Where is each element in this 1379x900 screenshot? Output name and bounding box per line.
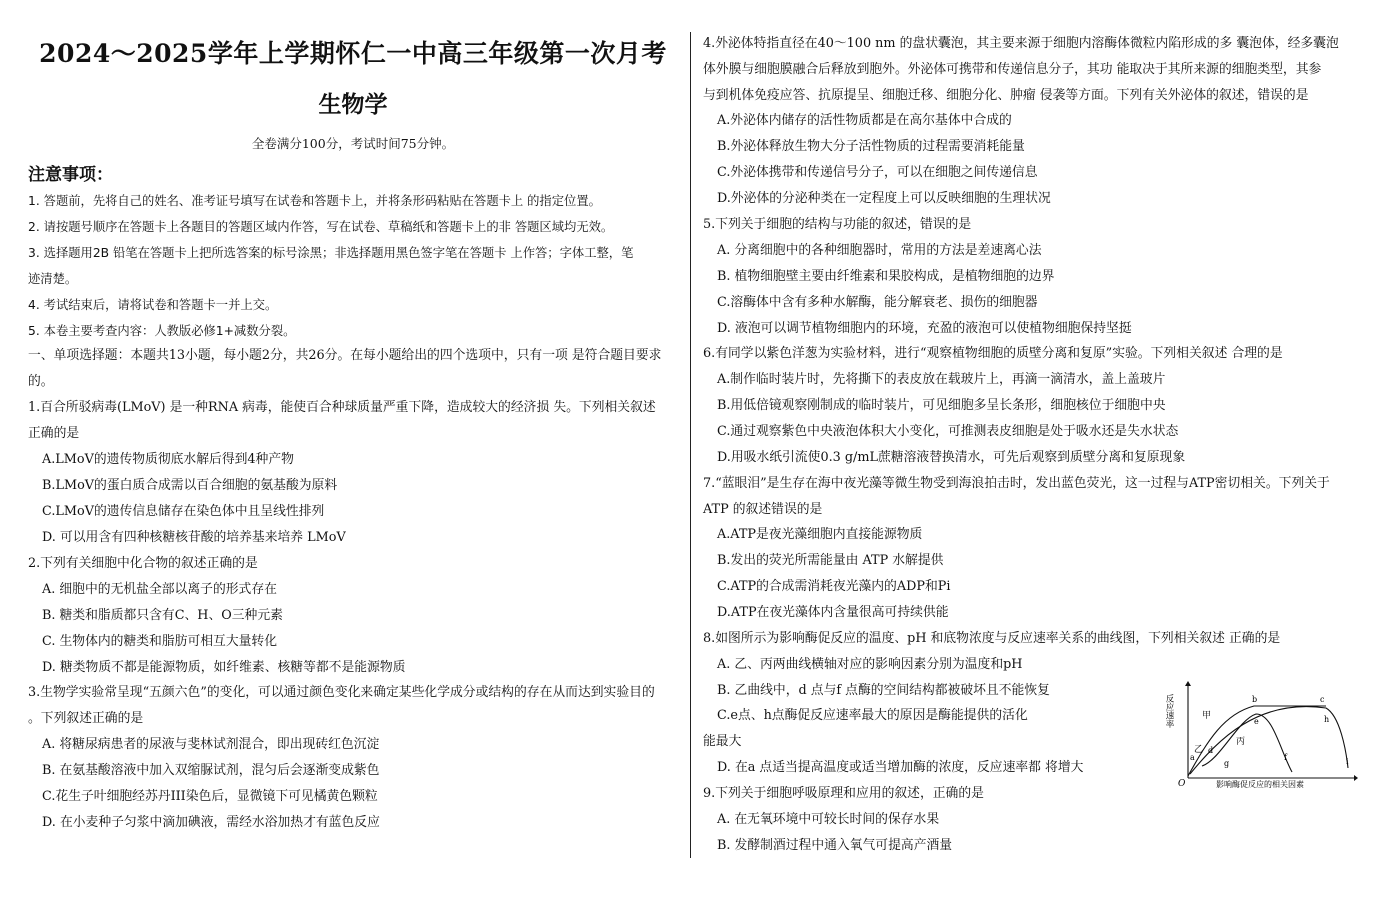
exam-title: 2024～2025学年上学期怀仁一中高三年级第一次月考 bbox=[39, 39, 667, 68]
subject-title: 生物学 bbox=[318, 91, 388, 118]
option: D. 液泡可以调节植物细胞内的环境，充盈的液泡可以使植物细胞保持坚挺 bbox=[717, 321, 1132, 336]
option: A.制作临时装片时，先将撕下的表皮放在载玻片上，再滴一滴清水，盖上盖玻片 bbox=[717, 372, 1166, 387]
option: B. 糖类和脂质都只含有C、H、O三种元素 bbox=[42, 608, 283, 623]
option: D. 在a 点适当提高温度或适当增加酶的浓度，反应速率都 将增大 bbox=[717, 760, 1084, 775]
graph-curve-label: 乙 bbox=[1194, 745, 1204, 755]
option: B.用低倍镜观察刚制成的临时装片，可见细胞多呈长条形，细胞核位于细胞中央 bbox=[717, 398, 1166, 413]
option: C.e点、h点酶促反应速率最大的原因是酶能提供的活化 bbox=[717, 708, 1028, 723]
option: A. 在无氧环境中可较长时间的保存水果 bbox=[717, 812, 940, 827]
option: B.LMoV的蛋白质合成需以百合细胞的氨基酸为原料 bbox=[42, 478, 338, 493]
graph-ylabel: 反应速率 bbox=[1164, 694, 1174, 728]
graph-point-label: c bbox=[1320, 695, 1325, 704]
graph-curve-label: 甲 bbox=[1202, 711, 1212, 721]
option: B. 发酵制酒过程中通入氧气可提高产酒量 bbox=[717, 838, 953, 853]
option-continuation: 能最大 bbox=[703, 734, 742, 749]
question-stem: 3.生物学实验常呈现“五颜六色”的变化，可以通过颜色变化来确定某些化学成分或结构的存在从而达到实验目的 bbox=[28, 685, 655, 700]
option: A.外泌体内储存的活性物质都是在高尔基体中合成的 bbox=[717, 113, 1012, 128]
graph-point-label: f bbox=[1284, 753, 1287, 762]
graph-point-label: a bbox=[1190, 753, 1195, 762]
question-stem: 2.下列有关细胞中化合物的叙述正确的是 bbox=[28, 556, 258, 571]
question-stem: 体外膜与细胞膜融合后释放到胞外。外泌体可携带和传递信息分子，其功 能取决于其所来源的细胞类型，其参 bbox=[703, 62, 1322, 77]
option: B.外泌体释放生物大分子活性物质的过程需要消耗能量 bbox=[717, 139, 1025, 154]
notice-line: 1. 答题前，先将自己的姓名、准考证号填写在试卷和答题卡上，并将条形码粘贴在答题卡上 的指定位置。 bbox=[28, 194, 601, 208]
option: A.LMoV的遗传物质彻底水解后得到4种产物 bbox=[42, 452, 294, 467]
question-stem: 6.有同学以紫色洋葱为实验材料，进行“观察植物细胞的质壁分离和复原”实验。下列相关叙述 合理的是 bbox=[703, 346, 1283, 361]
graph-curve-label: 丙 bbox=[1236, 737, 1246, 747]
notice-line: 3. 选择题用2B 铅笔在答题卡上把所选答案的标号涂黑；非选择题用黑色签字笔在答题卡 上作答；字体工整，笔 bbox=[28, 246, 634, 260]
option: C.外泌体携带和传递信号分子，可以在细胞之间传递信息 bbox=[717, 165, 1038, 180]
question-stem: 8.如图所示为影响酶促反应的温度、pH 和底物浓度与反应速率关系的曲线图，下列相关叙述 正确的是 bbox=[703, 631, 1281, 646]
notice-heading: 注意事项： bbox=[28, 165, 113, 185]
graph-point-label: g bbox=[1224, 759, 1230, 768]
option: D.ATP在夜光藻体内含量很高可持续供能 bbox=[717, 605, 949, 620]
option: B. 乙曲线中，d 点与f 点酶的空间结构都被破坏且不能恢复 bbox=[717, 683, 1050, 698]
question-stem: 7.“蓝眼泪”是生存在海中夜光藻等微生物受到海浪拍击时，发出蓝色荧光，这一过程与ATP密切相关。下列关于 bbox=[703, 476, 1330, 491]
option: D.用吸水纸引流使0.3 g/mL蔗糖溶液替换清水，可先后观察到质壁分离和复原现象 bbox=[717, 450, 1186, 465]
exam-info: 全卷满分100分，考试时间75分钟。 bbox=[251, 136, 455, 151]
question-stem: 1.百合所驳病毒(LMoV) 是一种RNA 病毒，能使百合种球质量严重下降，造成较大的经济损 失。下列相关叙述 bbox=[28, 400, 656, 415]
graph-point-label: h bbox=[1324, 715, 1330, 724]
option: A. 分离细胞中的各种细胞器时，常用的方法是差速离心法 bbox=[717, 243, 1042, 258]
enzyme-rate-graph bbox=[1164, 680, 1358, 790]
option: B. 在氨基酸溶液中加入双缩脲试剂，混匀后会逐渐变成紫色 bbox=[42, 763, 380, 778]
option: C.ATP的合成需消耗夜光藻内的ADP和Pi bbox=[717, 579, 951, 594]
section-heading: 的。 bbox=[28, 374, 54, 389]
option: D. 糖类物质不都是能源物质，如纤维素、核糖等都不是能源物质 bbox=[42, 660, 406, 675]
option: C.花生子叶细胞经苏丹III染色后，显微镜下可见橘黄色颗粒 bbox=[42, 789, 378, 804]
option: B.发出的荧光所需能量由 ATP 水解提供 bbox=[717, 553, 944, 568]
section-heading: 一、单项选择题：本题共13小题，每小题2分，共26分。在每小题给出的四个选项中，只有一项 是符合题目要求 bbox=[28, 348, 662, 363]
option: C.LMoV的遗传信息储存在染色体中且呈线性排列 bbox=[42, 504, 325, 519]
option: D.外泌体的分泌种类在一定程度上可以反映细胞的生理状况 bbox=[717, 191, 1051, 206]
option: B. 植物细胞壁主要由纤维素和果胶构成，是植物细胞的边界 bbox=[717, 269, 1055, 284]
option: A. 将糖尿病患者的尿液与斐林试剂混合，即出现砖红色沉淀 bbox=[42, 737, 380, 752]
option: A.ATP是夜光藻细胞内直接能源物质 bbox=[717, 527, 923, 542]
option: C. 生物体内的糖类和脂肪可相互大量转化 bbox=[42, 634, 278, 649]
question-stem: ATP 的叙述错误的是 bbox=[703, 502, 823, 517]
graph-point-label: e bbox=[1254, 717, 1259, 726]
y-axis-arrow-icon bbox=[1185, 681, 1191, 686]
option: A. 乙、丙两曲线横轴对应的影响因素分别为温度和pH bbox=[717, 657, 1023, 672]
graph-origin: O bbox=[1178, 779, 1186, 789]
notice-line: 5. 本卷主要考查内容：人教版必修1+减数分裂。 bbox=[28, 324, 296, 338]
column-divider bbox=[690, 32, 691, 858]
option: D. 可以用含有四种核糖核苷酸的培养基来培养 LMoV bbox=[42, 530, 346, 545]
x-axis-arrow-icon bbox=[1354, 775, 1358, 781]
option: C.溶酶体中含有多种水解酶，能分解衰老、损伤的细胞器 bbox=[717, 295, 1038, 310]
graph-point-label: i bbox=[1346, 757, 1349, 766]
question-stem: 4.外泌体特指直径在40～100 nm 的盘状囊泡，其主要来源于细胞内溶酶体微粒内陷形成的多 囊泡体，经多囊泡 bbox=[703, 36, 1339, 51]
question-stem: 正确的是 bbox=[28, 426, 80, 441]
option: A. 细胞中的无机盐全部以离子的形式存在 bbox=[42, 582, 277, 597]
notice-line: 2. 请按题号顺序在答题卡上各题目的答题区域内作答，写在试卷、草稿纸和答题卡上的非 答题区域均无效。 bbox=[28, 220, 614, 234]
graph-point-label: b bbox=[1252, 695, 1258, 704]
graph-point-label: d bbox=[1208, 746, 1214, 755]
question-stem: 9.下列关于细胞呼吸原理和应用的叙述，正确的是 bbox=[703, 786, 984, 801]
option: C.通过观察紫色中央液泡体积大小变化，可推测表皮细胞是处于吸水还是失水状态 bbox=[717, 424, 1179, 439]
graph-xlabel: 影响酶促反应的相关因素 bbox=[1216, 780, 1304, 789]
option: D. 在小麦种子匀浆中滴加碘液，需经水浴加热才有蓝色反应 bbox=[42, 815, 380, 830]
question-stem: 5.下列关于细胞的结构与功能的叙述，错误的是 bbox=[703, 217, 972, 232]
question-stem: 。下列叙述正确的是 bbox=[28, 711, 144, 726]
question-stem: 与到机体免疫应答、抗原提呈、细胞迁移、细胞分化、肿瘤 侵袭等方面。下列有关外泌体的叙述，错误的是 bbox=[703, 88, 1309, 103]
notice-line: 4. 考试结束后，请将试卷和答题卡一并上交。 bbox=[28, 298, 278, 312]
notice-line: 迹清楚。 bbox=[28, 272, 78, 286]
